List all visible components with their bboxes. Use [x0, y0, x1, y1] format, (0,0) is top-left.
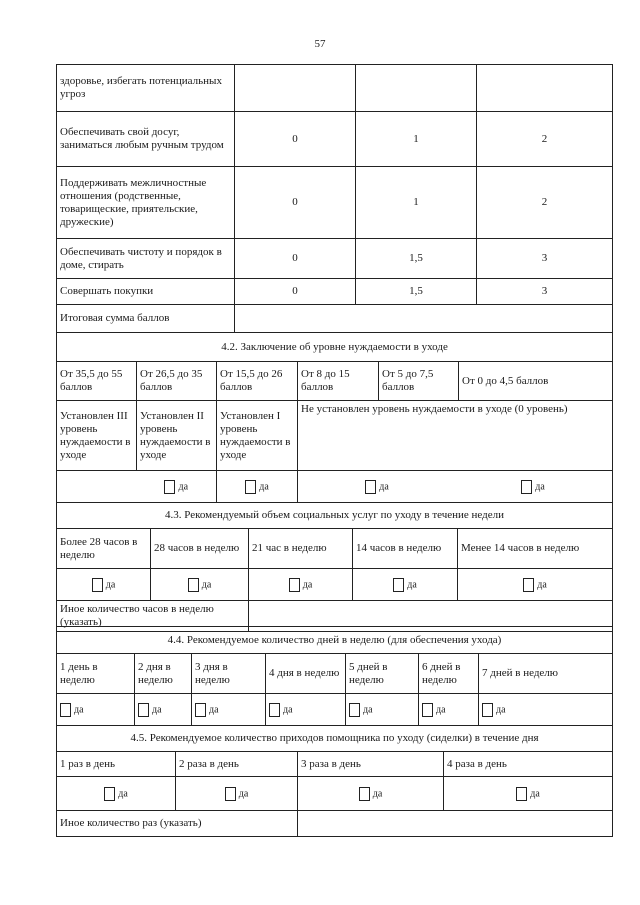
checkbox-row	[57, 471, 613, 503]
days-option: 5 дней в неделю	[346, 654, 419, 694]
score-range: От 0 до 4,5 баллов	[459, 362, 613, 401]
yes-label: да	[372, 788, 383, 799]
care-level: Установлен II уровень нуждаемости в уходе	[137, 401, 217, 471]
hours-yes[interactable]	[458, 569, 613, 601]
total-label: Итоговая сумма баллов	[57, 305, 235, 333]
table-row	[57, 239, 613, 279]
days-yes[interactable]	[135, 694, 192, 726]
row-label: здоровье, избегать потенциальных угроз	[57, 65, 235, 112]
visits-yes[interactable]	[57, 777, 176, 811]
needs-table	[56, 64, 613, 333]
row-label: Обеспечивать чистоту и порядок в доме, стирать	[57, 239, 235, 279]
score-1: 1,5	[356, 239, 477, 279]
hours-option: Менее 14 часов в неделю	[458, 529, 613, 569]
table-row	[57, 279, 613, 305]
score-1: 1	[356, 167, 477, 239]
checkbox[interactable]	[523, 578, 534, 592]
hours-yes[interactable]	[249, 569, 353, 601]
yes-label: да	[74, 704, 84, 715]
checkbox[interactable]	[188, 578, 199, 592]
score-0: 0	[235, 167, 356, 239]
yes-label: да	[118, 788, 128, 799]
yes-label: да	[436, 704, 446, 715]
score-0: 0	[235, 279, 356, 305]
yes-label: да	[363, 704, 373, 715]
total-value[interactable]	[235, 305, 613, 333]
score-2	[477, 65, 613, 112]
score-range: От 26,5 до 35 баллов	[137, 362, 217, 401]
checkbox[interactable]	[349, 703, 360, 717]
table-row	[57, 811, 613, 837]
hours-option: 21 час в неделю	[249, 529, 353, 569]
days-option: 3 дня в неделю	[192, 654, 266, 694]
days-option: 1 день в неделю	[57, 654, 135, 694]
yes-label: да	[407, 579, 417, 590]
checkbox[interactable]	[521, 480, 532, 494]
hours-yes[interactable]	[57, 569, 151, 601]
yes-label: да	[209, 704, 219, 715]
score-0	[235, 65, 356, 112]
score-2: 3	[477, 239, 613, 279]
other-visits-label: Иное количество раз (указать)	[57, 811, 298, 837]
table-row	[57, 654, 613, 694]
days-yes[interactable]	[479, 694, 613, 726]
checkbox-row	[57, 569, 613, 601]
days-yes[interactable]	[266, 694, 346, 726]
yes-label: да	[535, 481, 545, 492]
visits-yes[interactable]	[176, 777, 298, 811]
section-title: 4.4. Рекомендуемое количество дней в неделю (для обеспечения ухода)	[57, 627, 613, 654]
yes-label: да	[283, 704, 293, 715]
page-number: 57	[314, 38, 326, 50]
yes-label: да	[302, 579, 313, 590]
checkbox[interactable]	[482, 703, 493, 717]
score-1	[356, 65, 477, 112]
score-range: От 35,5 до 55 баллов	[57, 362, 137, 401]
checkbox[interactable]	[92, 578, 103, 592]
hours-option: 28 часов в неделю	[151, 529, 249, 569]
row-label: Совершать покупки	[57, 279, 235, 305]
yes-label: да	[259, 481, 269, 492]
yes-label: да	[105, 579, 116, 590]
care-level: Не установлен уровень нуждаемости в уходе (0 уровень)	[298, 401, 613, 471]
hours-yes[interactable]	[151, 569, 249, 601]
visits-yes[interactable]	[444, 777, 613, 811]
table-row	[57, 305, 613, 333]
table-row	[57, 752, 613, 777]
section-4-4	[56, 626, 613, 726]
yes-label: да	[238, 788, 249, 799]
row-label: Поддерживать межличностные отношения (родственные, товарищеские, приятельские, дружеские)	[57, 167, 235, 239]
other-visits-input[interactable]	[298, 811, 613, 837]
table-row	[57, 112, 613, 167]
days-yes[interactable]	[192, 694, 266, 726]
visits-yes[interactable]	[298, 777, 444, 811]
table-row	[57, 362, 613, 401]
table-row	[57, 167, 613, 239]
checkbox[interactable]	[516, 787, 527, 801]
days-yes[interactable]	[57, 694, 135, 726]
score-2: 2	[477, 112, 613, 167]
checkbox[interactable]	[138, 703, 149, 717]
score-range: От 8 до 15 баллов	[298, 362, 379, 401]
yes-label: да	[379, 481, 389, 492]
checkbox-row	[57, 694, 613, 726]
level-3-yes[interactable]	[137, 471, 217, 503]
checkbox[interactable]	[104, 787, 115, 801]
level-0-yes[interactable]	[298, 471, 613, 503]
table-row	[57, 65, 613, 112]
yes-label: да	[152, 704, 162, 715]
days-option: 4 дня в неделю	[266, 654, 346, 694]
days-yes[interactable]	[346, 694, 419, 726]
days-option: 7 дней в неделю	[479, 654, 613, 694]
checkbox-row	[57, 777, 613, 811]
checkbox[interactable]	[60, 703, 71, 717]
yes-label: да	[496, 704, 506, 715]
days-option: 6 дней в неделю	[419, 654, 479, 694]
section-title: 4.3. Рекомендуемый объем социальных услуг по уходу в течение недели	[57, 503, 613, 529]
section-4-2	[56, 332, 613, 503]
hours-option: Более 28 часов в неделю	[57, 529, 151, 569]
table-row	[57, 529, 613, 569]
days-option: 2 дня в неделю	[135, 654, 192, 694]
visits-option: 4 раза в день	[444, 752, 613, 777]
care-level: Установлен III уровень нуждаемости в уходе	[57, 401, 137, 471]
checkbox[interactable]	[225, 787, 236, 801]
score-2: 3	[477, 279, 613, 305]
checkbox[interactable]	[245, 480, 256, 494]
checkbox[interactable]	[269, 703, 280, 717]
score-range: От 15,5 до 26 баллов	[217, 362, 298, 401]
score-0: 0	[235, 112, 356, 167]
checkbox[interactable]	[164, 480, 175, 494]
level-2-yes[interactable]	[217, 471, 298, 503]
yes-label: да	[178, 481, 189, 492]
score-range: От 5 до 7,5 баллов	[379, 362, 459, 401]
checkbox[interactable]	[422, 703, 433, 717]
other-hours-label: Иное количество часов в неделю (указать)	[57, 601, 249, 632]
hours-option: 14 часов в неделю	[353, 529, 458, 569]
checkbox[interactable]	[195, 703, 206, 717]
section-title: 4.5. Рекомендуемое количество приходов помощника по уходу (сиделки) в течение дня	[57, 726, 613, 752]
yes-label: да	[201, 579, 212, 590]
hours-yes[interactable]	[353, 569, 458, 601]
score-1: 1	[356, 112, 477, 167]
yes-label: да	[537, 579, 547, 590]
score-1: 1,5	[356, 279, 477, 305]
visits-option: 2 раза в день	[176, 752, 298, 777]
score-2: 2	[477, 167, 613, 239]
checkbox[interactable]	[365, 480, 376, 494]
yes-label: да	[530, 788, 540, 799]
score-0: 0	[235, 239, 356, 279]
section-4-3	[56, 502, 613, 632]
checkbox[interactable]	[393, 578, 404, 592]
visits-option: 1 раз в день	[57, 752, 176, 777]
checkbox[interactable]	[289, 578, 300, 592]
section-title: 4.2. Заключение об уровне нуждаемости в уходе	[57, 333, 613, 362]
care-level: Установлен I уровень нуждаемости в уходе	[217, 401, 298, 471]
row-label: Обеспечивать свой досуг, заниматься любым ручным трудом	[57, 112, 235, 167]
visits-option: 3 раза в день	[298, 752, 444, 777]
days-yes[interactable]	[419, 694, 479, 726]
checkbox[interactable]	[359, 787, 370, 801]
section-4-5	[56, 725, 613, 837]
table-row	[57, 401, 613, 471]
